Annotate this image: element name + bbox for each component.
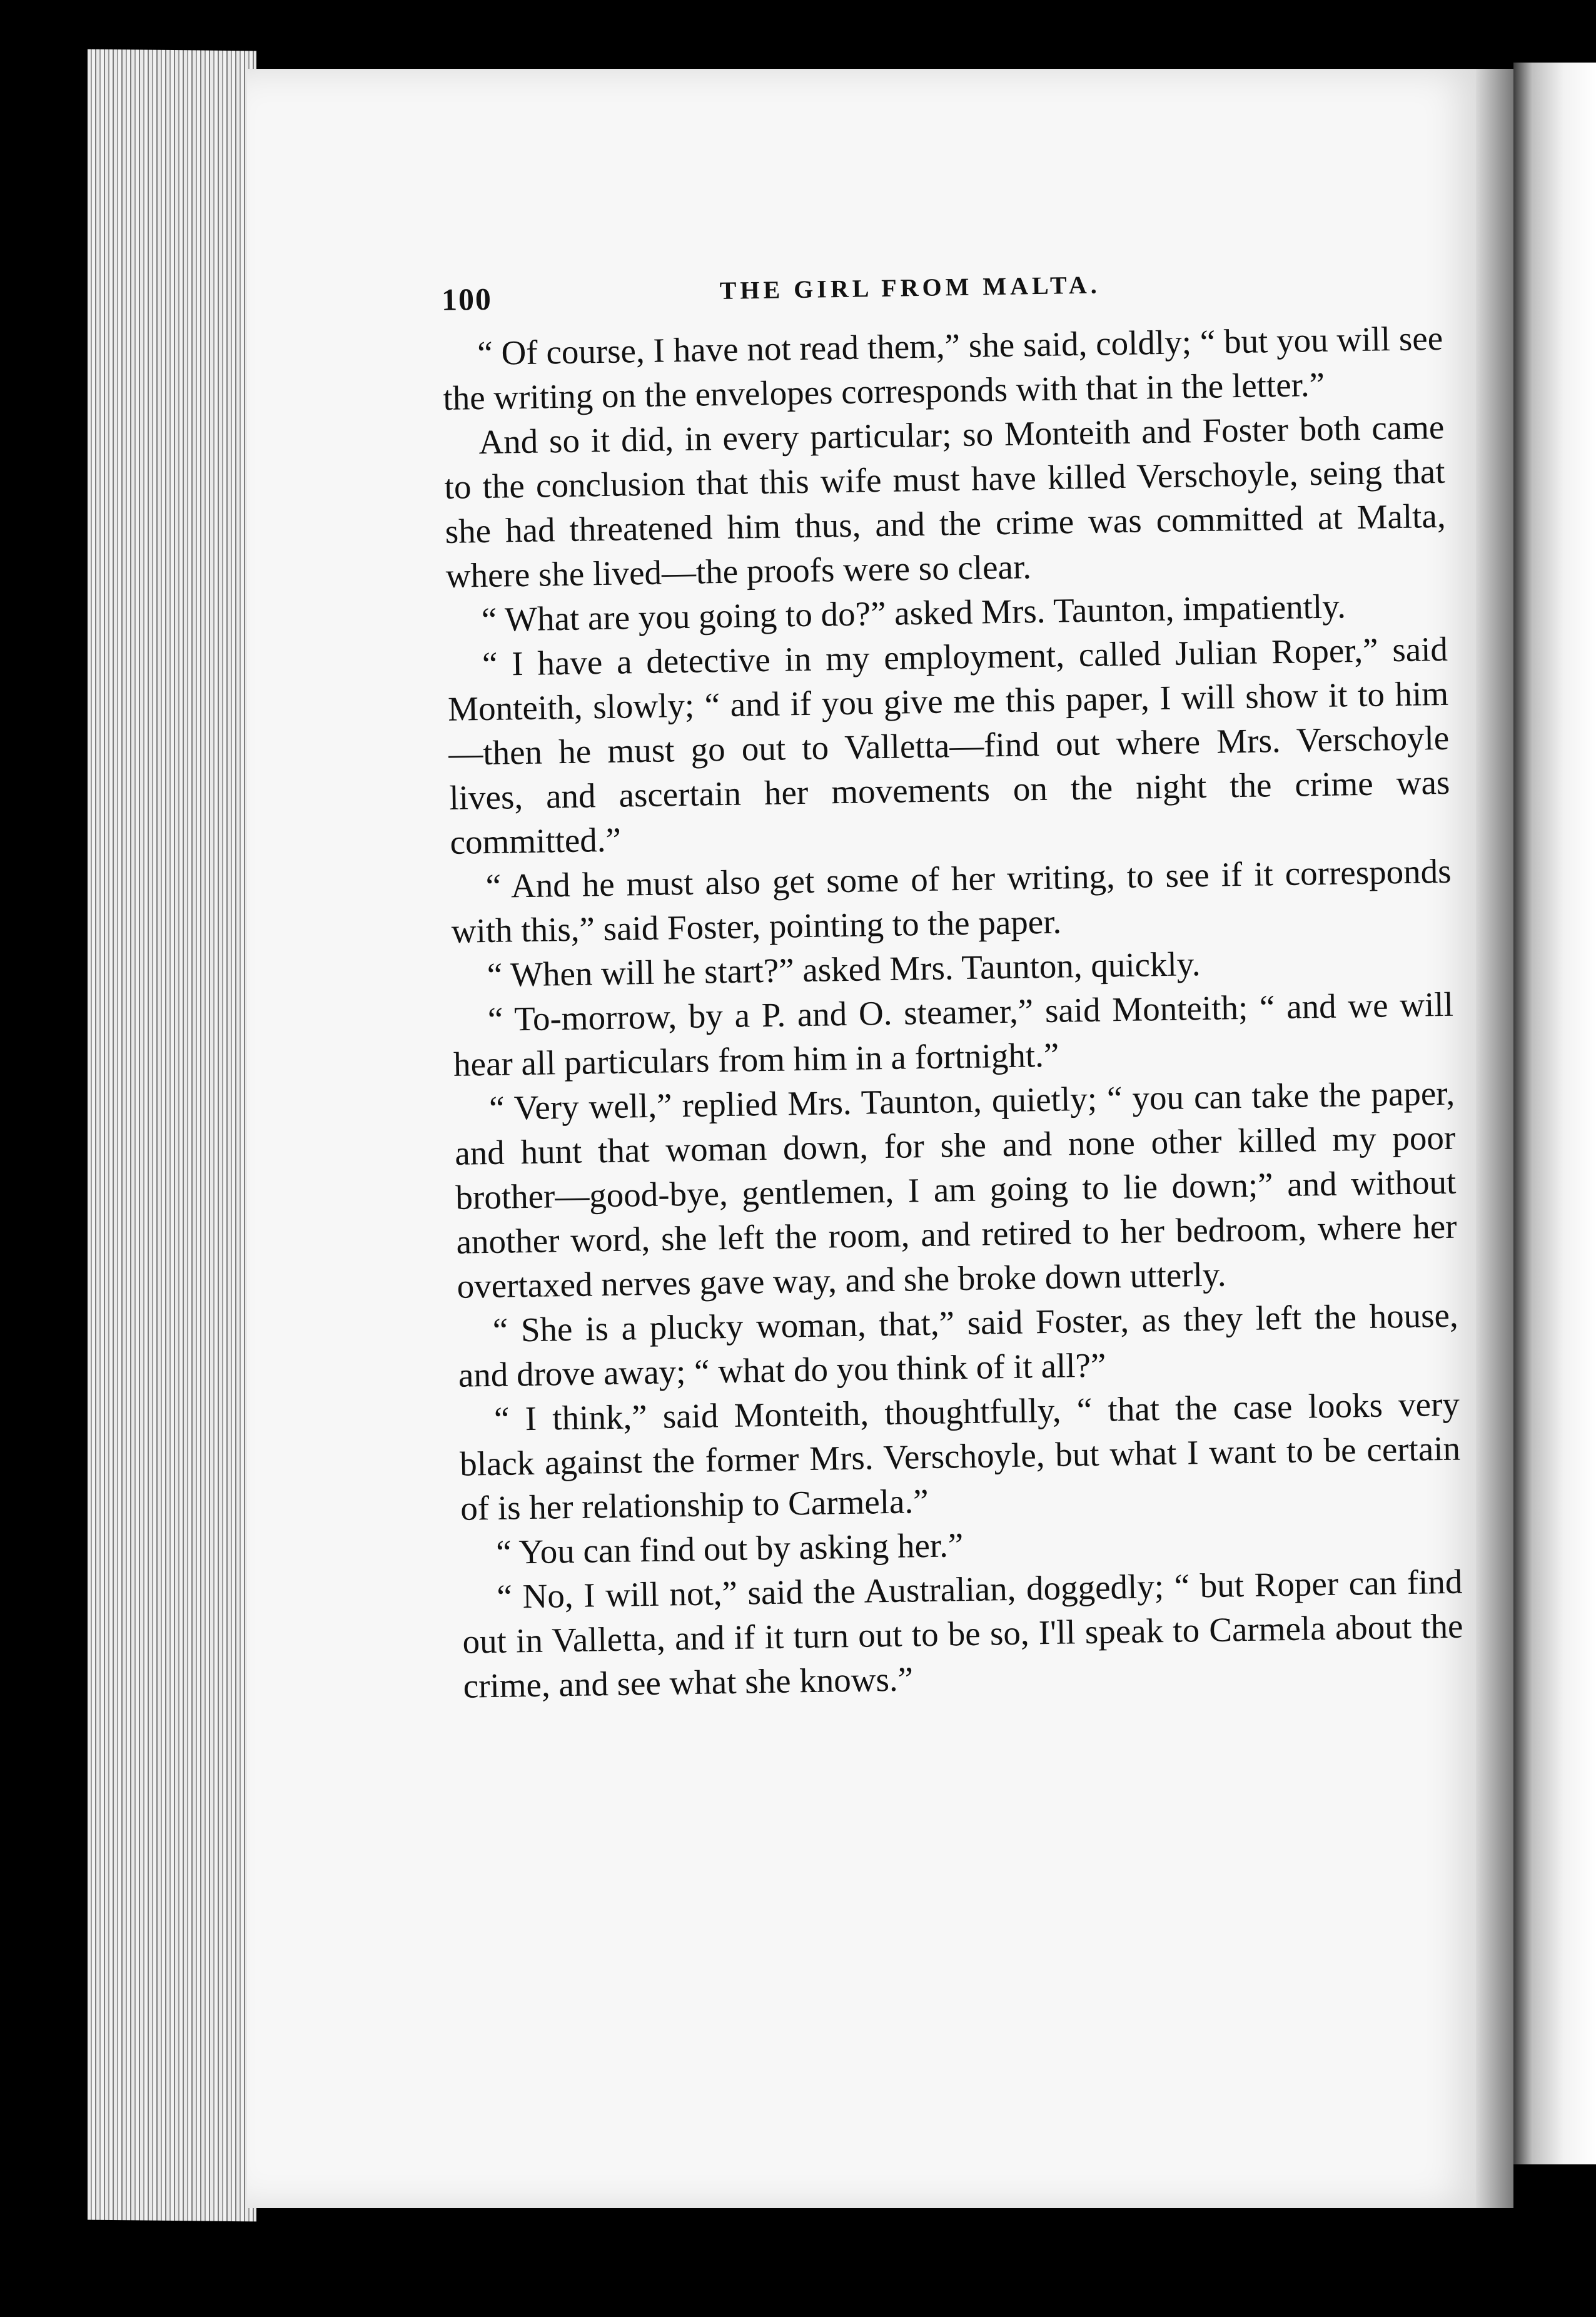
body-text [442,316,1464,1708]
paragraph: “ Of course, I have not read them,” she said, coldly; “ but you will see the writing on the envelopes corresponds with that in the letter.” [442,318,1443,417]
paragraph: “ When will he start?” asked Mrs. Taunton, quickly. [487,945,1201,994]
paragraph: “ No, I will not,” said the Australian, doggedly; “ but Roper can find out in Valletta, and if it turn out to be so, I'll speak to Carmela about the crime, and see what she knows.” [462,1562,1463,1705]
paragraph: “ Very well,” replied Mrs. Taunton, quietly; “ you can take the paper, and hunt that woman down, for she and none other killed my poor brother—good-bye, gentlemen, I am going to lie down;” and without another word, she left the room, and retired to her bedroom, where her overtaxed nerves gave way, and she broke down utterly. [454,1073,1457,1306]
paragraph: “ What are you going to do?” asked Mrs. Taunton, impatiently. [481,587,1346,639]
gutter-shadow [1476,69,1513,2208]
page-edges [88,49,256,2222]
paragraph: “ To-morrow, by a P. and O. steamer,” said Monteith; “ and we will hear all particulars from him in a fortnight.” [453,985,1454,1083]
page-content [441,247,1464,1708]
paragraph: “ She is a plucky woman, that,” said Foster, as they left the house, and drove away; “ what do you think of it all?” [458,1295,1459,1394]
paragraph: “ I have a detective in my employment, called Julian Roper,” said Monteith, slowly; “ and if you give me this paper, I will show it to him—then he must go out to Valletta—find out where Mrs. Verschoyle lives, and ascertain her movements on the night the crime was committed.” [447,629,1450,861]
paragraph: “ I think,” said Monteith, thoughtfully, “ that the case looks very black against the former Mrs. Verschoyle, but what I want to be certain of is her relationship to Carmela.” [459,1384,1461,1528]
facing-page-edge [1513,63,1596,2164]
paragraph: And so it did, in every particular; so Monteith and Foster both came to the conclusion that this wife must have killed Verschoyle, seing that she had threatened him thus, and the crime was committed at Malta, where she lived—the proofs were so clear. [444,407,1447,595]
paragraph: “ You can find out by asking her.” [495,1526,964,1571]
page-number: 100 [441,281,493,317]
running-title: THE GIRL FROM MALTA. [719,270,1101,305]
paragraph: “ And he must also get some of her writing, to see if it corresponds with this,” said Foster, pointing to the paper. [451,851,1452,950]
